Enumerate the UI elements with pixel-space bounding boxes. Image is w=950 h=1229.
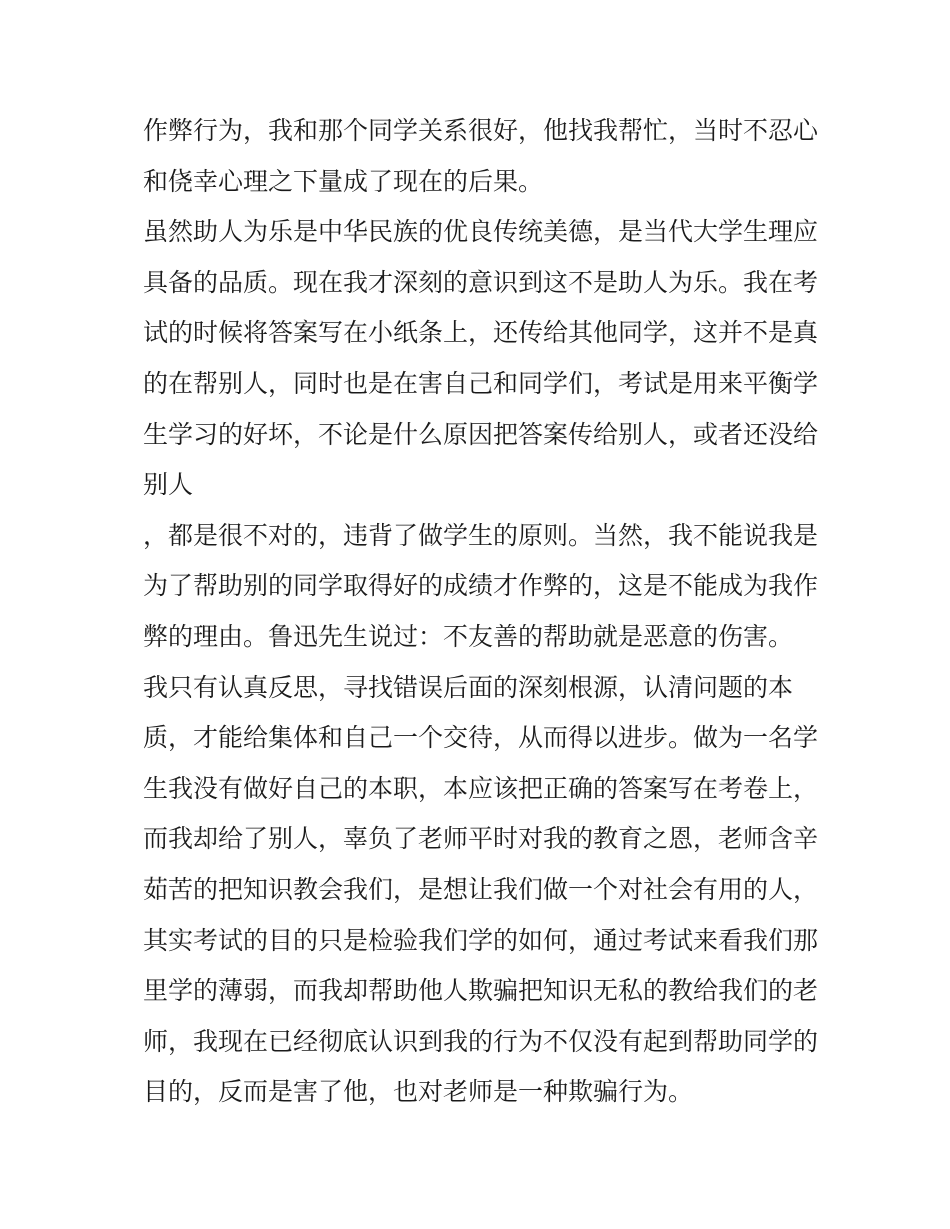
text-line: 师，我现在已经彻底认识到我的行为不仅没有起到帮助同学的 bbox=[143, 1026, 819, 1056]
text-line: 为了帮助别的同学取得好的成绩才作弊的，这是不能成为我作 bbox=[143, 571, 819, 601]
text-line: 生学习的好坏，不论是什么原因把答案传给别人，或者还没给 bbox=[143, 419, 819, 449]
text-line: ，都是很不对的，违背了做学生的原则。当然，我不能说我是 bbox=[143, 520, 819, 550]
document-body bbox=[143, 106, 823, 1118]
text-line: 和侥幸心理之下量成了现在的后果。 bbox=[143, 166, 544, 196]
text-line: 具备的品质。现在我才深刻的意识到这不是助人为乐。我在考 bbox=[143, 267, 819, 297]
text-line: 的在帮别人，同时也是在害自己和同学们，考试是用来平衡学 bbox=[143, 368, 819, 398]
text-line: 虽然助人为乐是中华民族的优良传统美德，是当代大学生理应 bbox=[143, 217, 819, 247]
text-line: 试的时候将答案写在小纸条上，还传给其他同学，这并不是真 bbox=[143, 318, 819, 348]
text-line: 作弊行为，我和那个同学关系很好，他找我帮忙，当时不忍心 bbox=[143, 116, 819, 145]
text-line: 别人 bbox=[143, 470, 194, 500]
text-line: 质，才能给集体和自己一个交待，从而得以进步。做为一名学 bbox=[143, 723, 819, 753]
text-line: 我只有认真反思，寻找错误后面的深刻根源，认清问题的本 bbox=[143, 672, 794, 702]
text-line: 而我却给了别人，辜负了老师平时对我的教育之恩，老师含辛 bbox=[143, 824, 819, 854]
text-line: 目的，反而是害了他，也对老师是一种欺骗行为。 bbox=[143, 1077, 694, 1107]
text-line: 里学的薄弱，而我却帮助他人欺骗把知识无私的教给我们的老 bbox=[143, 976, 819, 1006]
text-line: 茹苦的把知识教会我们，是想让我们做一个对社会有用的人， bbox=[143, 874, 819, 904]
text-line: 弊的理由。鲁迅先生说过：不友善的帮助就是恶意的伤害。 bbox=[143, 621, 794, 651]
text-line: 其实考试的目的只是检验我们学的如何，通过考试来看我们那 bbox=[143, 925, 819, 955]
text-line: 生我没有做好自己的本职，本应该把正确的答案写在考卷上， bbox=[143, 773, 819, 803]
